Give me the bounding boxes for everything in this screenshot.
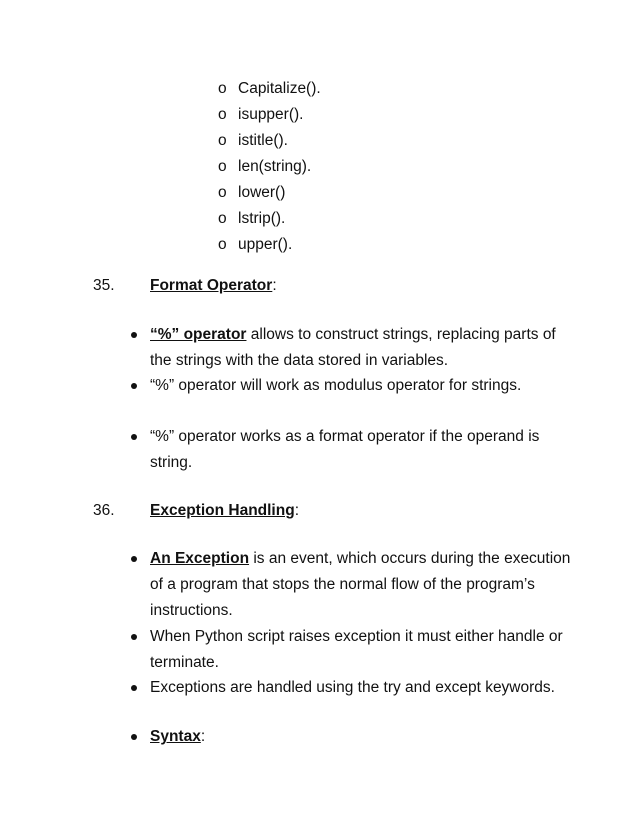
circle-bullet-icon: o [218,184,227,201]
list-item: “%” operator will work as modulus operator for strings. [131,373,571,399]
section-number: 36. [93,502,115,519]
sub-list-item: o len(string). [218,156,311,178]
term-highlight: “%” operator [150,326,247,343]
bullet-icon [131,685,137,691]
list-item: Syntax: [131,724,571,750]
list-item: An Exception is an event, which occurs during the execution of a program that stops the normal flow of the program’s instructions. [131,546,571,624]
list-item: When Python script raises exception it must either handle or terminate. [131,624,571,676]
list-item: “%” operator works as a format operator if the operand is string. [131,424,571,476]
bullet-icon [131,383,137,389]
term-highlight: Syntax [150,728,201,745]
section-title: Format Operator [150,277,273,294]
bullet-icon [131,734,137,740]
sub-list-item: o lstrip(). [218,208,285,230]
list-item: “%” operator allows to construct strings, replacing parts of the strings with the data stored in variables. [131,322,571,374]
sub-list-item: o Capitalize(). [218,78,321,100]
section-heading-36: 36. Exception Handling: [93,499,299,523]
term-highlight: An Exception [150,550,250,567]
section-title: Exception Handling [150,502,295,519]
bullet-icon [131,634,137,640]
circle-bullet-icon: o [218,132,227,149]
circle-bullet-icon: o [218,210,227,227]
circle-bullet-icon: o [218,106,227,123]
section-heading-35: 35. Format Operator: [93,274,277,298]
section-number: 35. [93,277,115,294]
sub-list-item: o istitle(). [218,130,288,152]
sub-list-item: o isupper(). [218,104,303,126]
list-item: Exceptions are handled using the try and except keywords. [131,675,571,701]
bullet-icon [131,434,137,440]
sub-list-item: o lower() [218,182,285,204]
sub-list-item: o upper(). [218,234,292,256]
circle-bullet-icon: o [218,80,227,97]
bullet-icon [131,332,137,338]
circle-bullet-icon: o [218,158,227,175]
circle-bullet-icon: o [218,236,227,253]
bullet-icon [131,556,137,562]
